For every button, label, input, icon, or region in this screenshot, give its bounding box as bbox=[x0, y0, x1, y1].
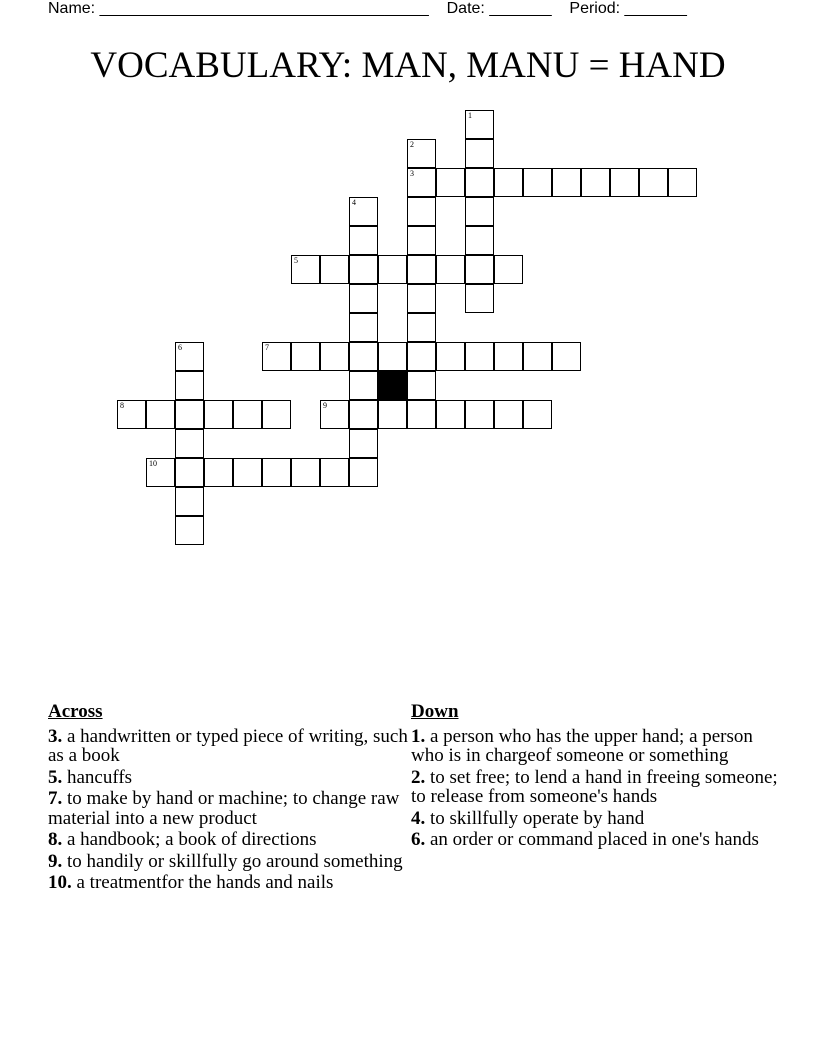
cell-number: 5 bbox=[294, 256, 298, 265]
grid-cell[interactable] bbox=[581, 168, 610, 197]
clue-number: 4. bbox=[411, 807, 426, 829]
clue-text: a handbook; a book of directions bbox=[67, 829, 317, 850]
clue-text: an order or command placed in one's hands bbox=[430, 829, 759, 850]
period-label: Period: bbox=[569, 0, 621, 17]
grid-cell[interactable] bbox=[175, 458, 204, 487]
grid-cell[interactable] bbox=[407, 197, 436, 226]
clue-text: to make by hand or machine; to change raw material into a new product bbox=[48, 788, 400, 829]
grid-cell[interactable] bbox=[610, 168, 639, 197]
name-blank: _____________________________________ bbox=[99, 0, 429, 17]
down-clue bbox=[411, 830, 781, 850]
grid-cell[interactable] bbox=[349, 429, 378, 458]
grid-cell[interactable] bbox=[465, 110, 494, 139]
grid-cell[interactable] bbox=[320, 255, 349, 284]
grid-cell[interactable] bbox=[436, 168, 465, 197]
grid-cell[interactable] bbox=[320, 400, 349, 429]
grid-cell[interactable] bbox=[291, 458, 320, 487]
grid-cell[interactable] bbox=[262, 458, 291, 487]
grid-cell[interactable] bbox=[465, 400, 494, 429]
across-clue bbox=[48, 768, 408, 788]
clue-number: 6. bbox=[411, 829, 426, 850]
grid-cell[interactable] bbox=[117, 400, 146, 429]
clue-number: 2. bbox=[411, 766, 426, 788]
down-clues bbox=[411, 702, 781, 852]
cell-number: 9 bbox=[323, 401, 327, 410]
cell-number: 7 bbox=[265, 343, 269, 352]
grid-cell[interactable] bbox=[407, 168, 436, 197]
grid-cell[interactable] bbox=[407, 255, 436, 284]
cell-number: 4 bbox=[352, 198, 356, 207]
grid-cell[interactable] bbox=[349, 400, 378, 429]
grid-cell[interactable] bbox=[378, 400, 407, 429]
across-heading: Across bbox=[48, 701, 103, 722]
grid-cell[interactable] bbox=[349, 197, 378, 226]
grid-cell[interactable] bbox=[407, 400, 436, 429]
grid-cell[interactable] bbox=[175, 371, 204, 400]
across-clue bbox=[48, 852, 408, 872]
grid-cell[interactable] bbox=[407, 313, 436, 342]
grid-cell[interactable] bbox=[233, 400, 262, 429]
grid-cell[interactable] bbox=[465, 255, 494, 284]
grid-cell[interactable] bbox=[407, 284, 436, 313]
grid-cell[interactable] bbox=[349, 284, 378, 313]
grid-cell[interactable] bbox=[639, 168, 668, 197]
across-clue bbox=[48, 873, 408, 893]
across-clues bbox=[48, 702, 408, 895]
grid-cell[interactable] bbox=[146, 458, 175, 487]
grid-cell[interactable] bbox=[465, 139, 494, 168]
clue-number: 5. bbox=[48, 766, 63, 788]
grid-cell[interactable] bbox=[494, 255, 523, 284]
clue-number: 10. bbox=[48, 872, 72, 893]
date-label: Date: bbox=[446, 0, 485, 17]
cell-number: 8 bbox=[120, 401, 124, 410]
grid-cell[interactable] bbox=[523, 168, 552, 197]
clue-text: a person who has the upper hand; a person who is in chargeof someone or something bbox=[411, 725, 753, 766]
blocked-square bbox=[378, 371, 407, 400]
grid-cell[interactable] bbox=[349, 371, 378, 400]
grid-cell[interactable] bbox=[523, 342, 552, 371]
grid-cell[interactable] bbox=[494, 400, 523, 429]
grid-cell[interactable] bbox=[204, 458, 233, 487]
across-clue bbox=[48, 830, 408, 850]
grid-cell[interactable] bbox=[407, 342, 436, 371]
grid-cell[interactable] bbox=[262, 342, 291, 371]
grid-cell[interactable] bbox=[262, 400, 291, 429]
grid-cell[interactable] bbox=[407, 139, 436, 168]
grid-cell[interactable] bbox=[552, 342, 581, 371]
clue-text: to set free; to lend a hand in freeing someone; to release from someone's hands bbox=[411, 766, 778, 807]
grid-cell[interactable] bbox=[407, 226, 436, 255]
down-clue bbox=[411, 727, 781, 766]
clue-text: a treatmentfor the hands and nails bbox=[76, 872, 334, 893]
grid-cell[interactable] bbox=[175, 429, 204, 458]
clue-number: 3. bbox=[48, 725, 63, 747]
grid-cell[interactable] bbox=[175, 487, 204, 516]
grid-cell[interactable] bbox=[349, 255, 378, 284]
grid-cell[interactable] bbox=[494, 168, 523, 197]
grid-cell[interactable] bbox=[523, 400, 552, 429]
grid-cell[interactable] bbox=[436, 255, 465, 284]
clue-number: 7. bbox=[48, 788, 63, 809]
grid-cell[interactable] bbox=[175, 400, 204, 429]
clue-number: 8. bbox=[48, 829, 63, 850]
grid-cell[interactable] bbox=[175, 342, 204, 371]
period-blank: _______ bbox=[624, 0, 687, 17]
clue-number: 1. bbox=[411, 725, 426, 747]
down-heading: Down bbox=[411, 701, 459, 722]
grid-cell[interactable] bbox=[465, 284, 494, 313]
grid-cell[interactable] bbox=[407, 371, 436, 400]
grid-cell[interactable] bbox=[349, 342, 378, 371]
cell-number: 2 bbox=[410, 140, 414, 149]
grid-cell[interactable] bbox=[204, 400, 233, 429]
grid-cell[interactable] bbox=[291, 255, 320, 284]
grid-cell[interactable] bbox=[378, 342, 407, 371]
grid-cell[interactable] bbox=[436, 342, 465, 371]
grid-cell[interactable] bbox=[349, 226, 378, 255]
grid-cell[interactable] bbox=[175, 516, 204, 545]
grid-cell[interactable] bbox=[146, 400, 175, 429]
grid-cell[interactable] bbox=[320, 458, 349, 487]
grid-cell[interactable] bbox=[494, 342, 523, 371]
clue-number: 9. bbox=[48, 850, 63, 872]
grid-cell[interactable] bbox=[465, 342, 494, 371]
down-clue bbox=[411, 809, 781, 829]
cell-number: 10 bbox=[149, 459, 157, 468]
name-label: Name: bbox=[48, 0, 96, 17]
grid-cell[interactable] bbox=[465, 197, 494, 226]
grid-cell[interactable] bbox=[349, 458, 378, 487]
grid-cell[interactable] bbox=[465, 226, 494, 255]
cell-number: 6 bbox=[178, 343, 182, 352]
clue-text: to handily or skillfully go around something bbox=[67, 850, 403, 872]
clue-text: to skillfully operate by hand bbox=[430, 807, 645, 829]
grid-cell[interactable] bbox=[349, 313, 378, 342]
grid-cell[interactable] bbox=[436, 400, 465, 429]
cell-number: 3 bbox=[410, 169, 414, 178]
across-clue bbox=[48, 789, 408, 828]
cell-number: 1 bbox=[468, 111, 472, 120]
date-blank: _______ bbox=[489, 0, 552, 17]
down-clue bbox=[411, 768, 781, 807]
grid-cell[interactable] bbox=[668, 168, 697, 197]
grid-cell[interactable] bbox=[378, 255, 407, 284]
across-clue bbox=[48, 727, 408, 766]
grid-cell[interactable] bbox=[552, 168, 581, 197]
grid-cell[interactable] bbox=[320, 342, 349, 371]
clue-text: a handwritten or typed piece of writing, such as a book bbox=[48, 725, 408, 766]
grid-cell[interactable] bbox=[233, 458, 262, 487]
grid-cell[interactable] bbox=[291, 342, 320, 371]
page-title: VOCABULARY: MAN, MANU = HAND bbox=[90, 45, 726, 86]
grid-cell[interactable] bbox=[465, 168, 494, 197]
clue-text: hancuffs bbox=[67, 766, 133, 788]
